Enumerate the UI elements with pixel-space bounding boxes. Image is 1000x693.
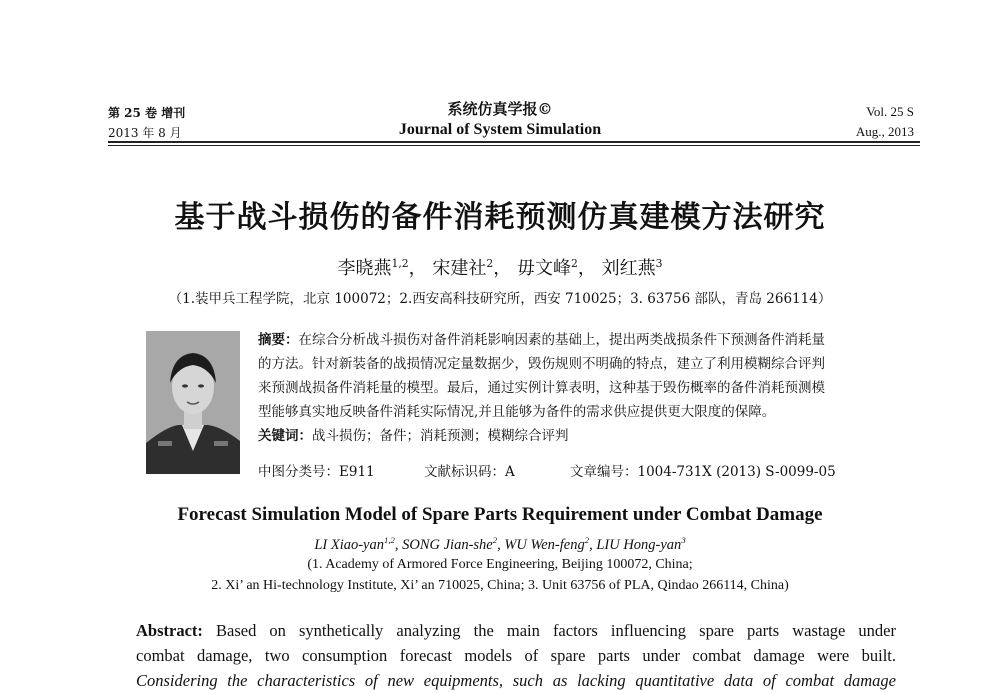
paper-title-en: Forecast Simulation Model of Spare Parts Requirement under Combat Damage bbox=[177, 504, 823, 525]
author-affil-mark: 1,2 bbox=[391, 257, 409, 270]
author-affil-mark: 2 bbox=[571, 257, 578, 270]
affiliations-cn: （1.装甲兵工程学院，北京 100072；2.西安高科技研究所，西安 710025；3. 63756 部队，青岛 266114） bbox=[168, 291, 832, 307]
author-name: SONG Jian-she bbox=[402, 537, 493, 553]
journal-name-en: Journal of System Simulation bbox=[398, 121, 602, 138]
abstract-line: Based on synthetically analyzing the main factors influencing spare parts wastage under bbox=[216, 621, 897, 640]
paper-title-cn: 基于战斗损伤的备件消耗预测仿真建模方法研究 bbox=[174, 200, 826, 235]
author-affil-mark: 3 bbox=[681, 535, 686, 546]
abstract-line: 在综合分析战斗损伤对备件消耗影响因素的基础上，提出两类战损条件下预测备件消耗量 bbox=[298, 332, 825, 348]
affiliation-en-line1: (1. Academy of Armored Force Engineering, Beijing 100072, China; bbox=[307, 557, 693, 572]
author-affil-mark: 3 bbox=[655, 257, 663, 270]
header-rule-thin bbox=[108, 145, 920, 146]
abstract-line: Considering the characteristics of new equipments, such as lacking quantitative data of combat damage bbox=[136, 671, 896, 690]
abstract-line: 型能够真实地反映备件消耗实际情况,并且能够为备件的需求供应提供更大限度的保障。 bbox=[258, 404, 776, 420]
author-name: LIU Hong-yan bbox=[596, 537, 682, 553]
journal-name-cn: 系统仿真学报© bbox=[447, 100, 553, 118]
affiliation-en-line2: 2. Xi’ an Hi-technology Institute, Xi’ an 710025, China; 3. Unit 63756 of PLA, Qindao 266114, China) bbox=[211, 578, 789, 593]
author-name: 毋文峰 bbox=[517, 258, 572, 279]
author-affil-mark: 2 bbox=[584, 535, 590, 546]
abstract-line: combat damage, two consumption forecast models of spare parts under combat damage were built. bbox=[136, 646, 896, 665]
abstract-cn bbox=[258, 328, 908, 448]
author-name: 李晓燕 bbox=[337, 258, 392, 279]
keywords-label-cn: 关键词： bbox=[258, 428, 312, 444]
author-affil-mark: 1,2 bbox=[384, 535, 395, 546]
abstract-label-cn: 摘要： bbox=[258, 332, 299, 348]
header-rule bbox=[108, 141, 920, 143]
authors-cn: 李晓燕$^{1,2}$， 宋建社$^2$， 毋文峰$^2$， 刘红燕$^3$ bbox=[337, 257, 663, 279]
author-name: WU Wen-feng bbox=[504, 537, 585, 553]
author-name: LI Xiao-yan bbox=[314, 537, 384, 553]
abstract-line: 的方法。针对新装备的战损情况定量数据少，毁伤规则不明确的特点，建立了利用模糊综合评判 bbox=[258, 356, 825, 372]
keywords-cn: 战斗损伤；备件；消耗预测；模糊综合评判 bbox=[312, 428, 569, 444]
author-affil-mark: 2 bbox=[492, 535, 498, 546]
author-photo bbox=[146, 331, 240, 474]
publication-date-cn: 2013 年 8 月 bbox=[108, 126, 182, 140]
article-number: 文章编号：1004-731X (2013) S-0099-05 bbox=[570, 464, 836, 480]
author-name: 宋建社 bbox=[432, 258, 487, 279]
abstract-en bbox=[136, 618, 896, 693]
author-name: 刘红燕 bbox=[601, 258, 656, 279]
authors-en: LI Xiao-yan$^{1,2}$, SONG Jian-she$^2$, WU Wen-feng$^2$, LIU Hong-yan$^3$ bbox=[314, 535, 686, 553]
publication-date-en: Aug., 2013 bbox=[855, 124, 914, 139]
abstract-line: 来预测战损备件消耗量的模型。最后，通过实例计算表明，这种基于毁伤概率的备件消耗预测模 bbox=[258, 380, 825, 396]
volume-issue: 第 25 卷 增刊 bbox=[108, 106, 186, 120]
clc-number: 中图分类号：E911 bbox=[258, 464, 375, 480]
author-affil-mark: 2 bbox=[486, 257, 494, 270]
abstract-label-en: Abstract: bbox=[136, 621, 203, 640]
volume-en: Vol. 25 S bbox=[866, 104, 914, 119]
document-code: 文献标识码：A bbox=[424, 464, 515, 480]
